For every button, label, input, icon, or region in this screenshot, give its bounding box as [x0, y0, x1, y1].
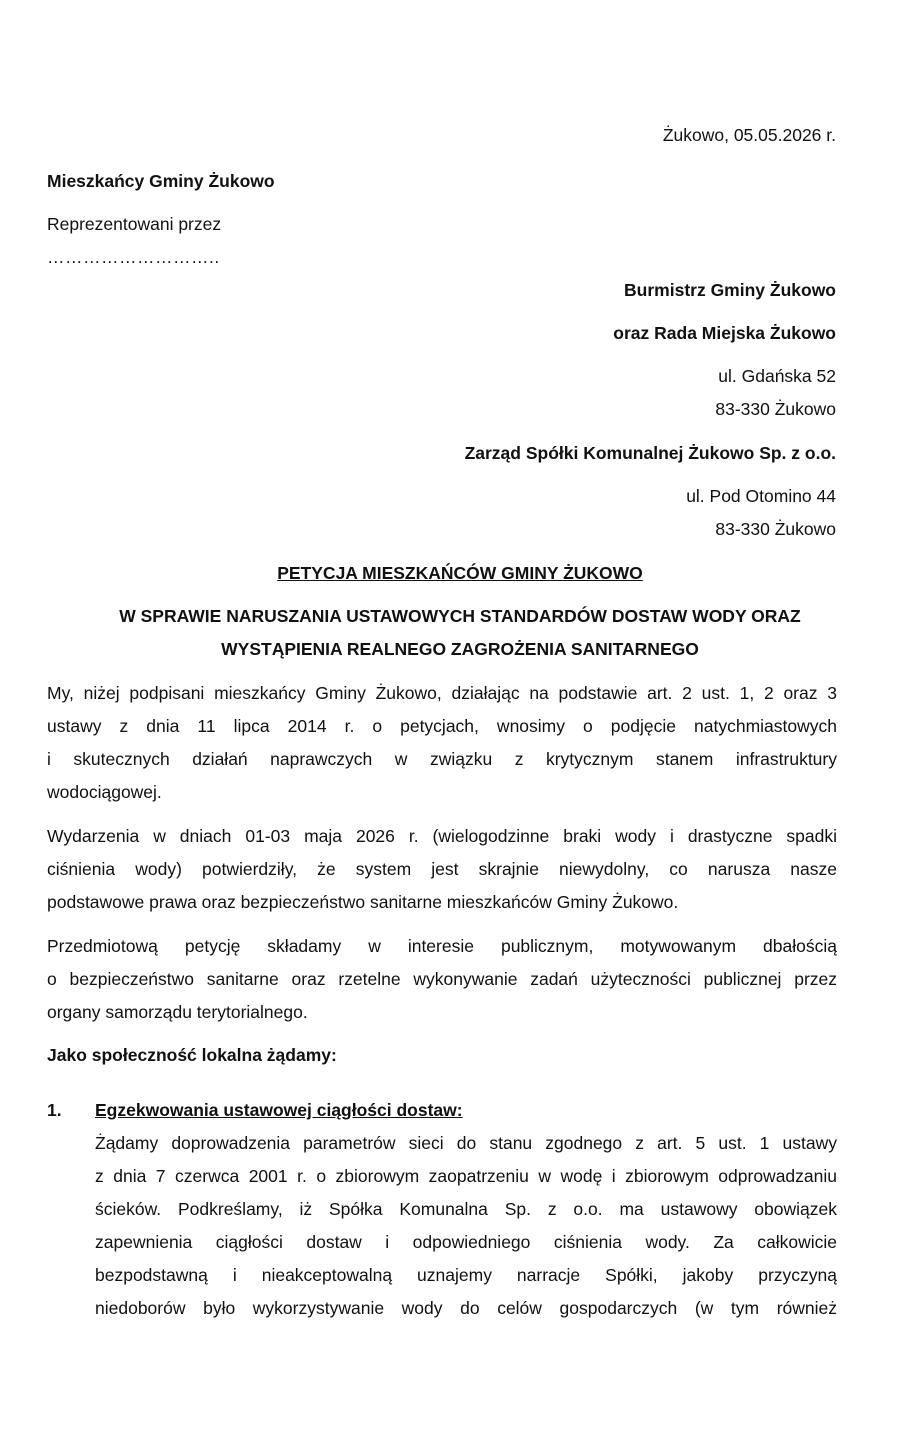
paragraph-line: o bezpieczeństwo sanitarne oraz rzetelne wykonywanie zadań użyteczności publicznej przez: [47, 969, 837, 989]
document-date: Żukowo, 05.05.2026 r.: [662, 125, 836, 145]
demand-line: z dnia 7 czerwca 2001 r. o zbiorowym zaopatrzeniu w wodę i zbiorowym odprowadzaniu: [95, 1166, 837, 1186]
paragraph-line: Wydarzenia w dniach 01-03 maja 2026 r. (wielogodzinne braki wody i drastyczne spadki: [47, 826, 837, 846]
paragraph-line: podstawowe prawa oraz bezpieczeństwo sanitarne mieszkańców Gminy Żukowo.: [47, 892, 679, 912]
sender-name: Mieszkańcy Gminy Żukowo: [47, 171, 275, 191]
petition-title: PETYCJA MIESZKAŃCÓW GMINY ŻUKOWO: [277, 563, 643, 583]
paragraph-line: ciśnienia wody) potwierdziły, że system jest skrajnie niewydolny, co narusza nasze: [47, 859, 837, 879]
recipient-2-title: Zarząd Spółki Komunalnej Żukowo Sp. z o.o.: [464, 443, 836, 463]
demand-line: ścieków. Podkreślamy, iż Spółka Komunalna Sp. z o.o. ma ustawowy obowiązek: [95, 1199, 837, 1219]
demand-line: niedoborów było wykorzystywanie wody do celów gospodarczych (w tym również: [95, 1298, 837, 1318]
recipient-1-subtitle: oraz Rada Miejska Żukowo: [613, 323, 836, 343]
petition-subtitle-line-2: WYSTĄPIENIA REALNEGO ZAGROŻENIA SANITARNEGO: [221, 639, 699, 659]
paragraph-line: Przedmiotową petycję składamy w interesie publicznym, motywowanym dbałością: [47, 936, 837, 956]
demand-line: Żądamy doprowadzenia parametrów sieci do stanu zgodnego z art. 5 ust. 1 ustawy: [95, 1133, 837, 1153]
paragraph-1: [47, 677, 837, 809]
recipient-1-city: 83-330 Żukowo: [715, 399, 836, 419]
paragraph-line: i skutecznych działań naprawczych w związku z krytycznym stanem infrastruktury: [47, 749, 837, 769]
petition-subtitle-line-1: W SPRAWIE NARUSZANIA USTAWOWYCH STANDARDÓW DOSTAW WODY ORAZ: [119, 606, 801, 626]
representative-placeholder: ………………………..: [47, 247, 220, 267]
paragraph-line: My, niżej podpisani mieszkańcy Gminy Żukowo, działając na podstawie art. 2 ust. 1, 2 oraz 3: [47, 683, 837, 703]
demand-line: bezpodstawną i nieakceptowalną uznajemy narracje Spółki, jakoby przyczyną: [95, 1265, 837, 1285]
recipient-1-title: Burmistrz Gminy Żukowo: [624, 280, 836, 300]
demand-1-number: 1.: [47, 1100, 62, 1120]
paragraph-2: [47, 820, 837, 919]
demand-1-heading: Egzekwowania ustawowej ciągłości dostaw:: [95, 1100, 463, 1120]
demands-heading: Jako społeczność lokalna żądamy:: [47, 1045, 337, 1065]
paragraph-line: organy samorządu terytorialnego.: [47, 1002, 308, 1022]
paragraph-line: ustawy z dnia 11 lipca 2014 r. o petycjach, wnosimy o podjęcie natychmiastowych: [47, 716, 837, 736]
demand-1-body: [95, 1127, 837, 1325]
represented-by-label: Reprezentowani przez: [47, 214, 222, 234]
paragraph-line: wodociągowej.: [47, 782, 162, 802]
paragraph-3: [47, 930, 837, 1029]
recipient-2-street: ul. Pod Otomino 44: [686, 486, 836, 506]
recipient-1-street: ul. Gdańska 52: [718, 366, 836, 386]
recipient-2-city: 83-330 Żukowo: [715, 519, 836, 539]
demand-line: zapewnienia ciągłości dostaw i odpowiedniego ciśnienia wody. Za całkowicie: [95, 1232, 837, 1252]
